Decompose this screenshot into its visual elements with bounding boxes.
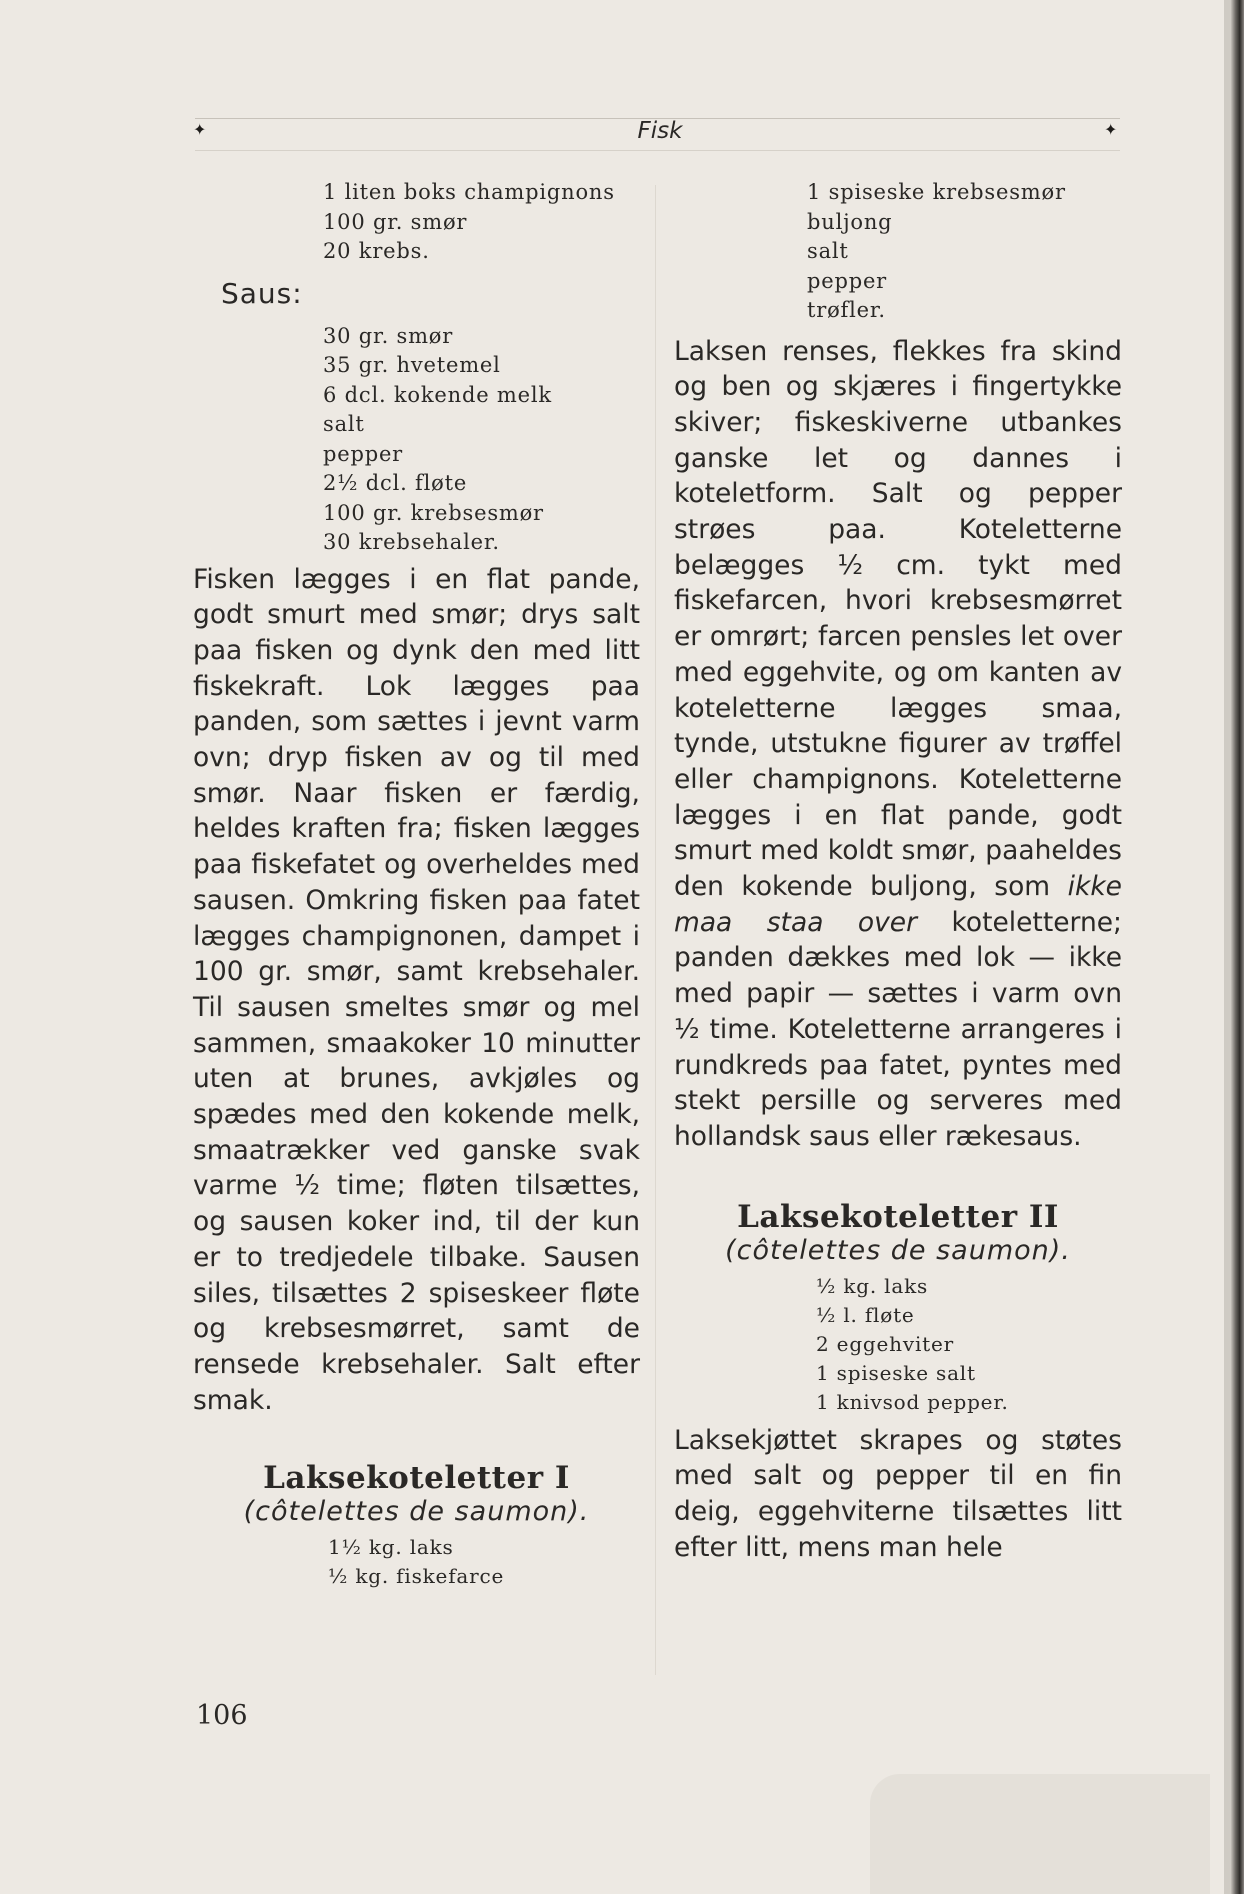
ingredient-item: 6 dcl. kokende melk: [323, 382, 552, 407]
method-paragraph: Fisken lægges i en flat pande, godt smurt med smør; drys salt paa fisken og dynk den med litt fiskekraft. Lok lægges paa panden, som sættes i jevnt varm ovn; dryp fisken av og til med smør. Naar fisken er færdig, heldes kraften fra; fisken lægges paa fiskefatet og overheldes med sausen. Omkring fisken paa fatet lægges champignonen, dampet i 100 gr. smør, samt krebsehaler. Til sausen smeltes smør og mel sammen, smaakoker 10 minutter uten at brunes, avkjøles og spædes med den kokende melk, smaatrækker ved ganske svak varme ½ time; fløten tilsættes, og sausen koker ind, til der kun er to tredjedele tilbake. Sausen siles, tilsættes 2 spiseskeer fløte og krebsesmørret, samt de rensede krebsehaler. Salt efter smak.: [193, 563, 640, 1416]
ingredient-item: 30 krebsehaler.: [323, 530, 500, 554]
ingredient-item: salt: [807, 239, 849, 263]
ingredient-list: [674, 1272, 1122, 1417]
ingredient-item: trøfler.: [807, 298, 886, 322]
recipe-subtitle: (côtelettes de saumon).: [243, 1496, 590, 1528]
page-corner: [870, 1774, 1210, 1894]
method-emphasis: ikke maa staa over: [674, 871, 1122, 938]
ingredient-list: [193, 1533, 640, 1591]
ingredient-item: pepper: [323, 441, 404, 466]
ingredient-list-top: [674, 178, 1122, 326]
recipe-subtitle: (côtelettes de saumon).: [725, 1234, 1071, 1266]
ingredient-item: 30 gr. smør: [323, 323, 454, 348]
ingredient-item: pepper: [807, 268, 888, 293]
ingredient-item: 100 gr. smør: [323, 209, 468, 234]
method-text-part2: koteletterne; panden dækkes med lok — ikke med papir — sættes i varm ovn ½ time. Koteletterne arrangeres i rundkreds paa fatet, pyntes med stekt persille og serveres med hollandsk saus eller rækesaus.: [674, 906, 1122, 1152]
column-divider: [655, 185, 656, 1675]
ingredient-item: 1½ kg. laks: [328, 1535, 454, 1560]
running-header-title: Fisk: [637, 118, 683, 144]
method-paragraph: [674, 334, 1122, 1155]
ingredient-item: buljong: [807, 209, 893, 234]
recipe-title: Laksekoteletter I: [263, 1460, 570, 1497]
method-paragraph: Laksekjøttet skrapes og støtes med salt og pepper til en fin deig, eggehviterne tilsættes litt efter litt, mens man hele: [674, 1424, 1122, 1563]
ingredient-list-top: [193, 178, 640, 267]
book-spine: [1230, 0, 1244, 1894]
ingredient-item: 2½ dcl. fløte: [323, 471, 468, 495]
recipe-title: Laksekoteletter II: [737, 1198, 1059, 1235]
left-column: [193, 178, 640, 1591]
ingredient-item: 20 krebs.: [323, 239, 430, 263]
header-rule-lower: [195, 150, 1120, 151]
ornament-right-icon: ✦: [1104, 120, 1118, 139]
ingredient-item: 100 gr. krebsesmør: [323, 500, 544, 525]
ingredient-item: 1 spiseske krebsesmør: [807, 180, 1066, 204]
ingredient-item: salt: [323, 412, 365, 436]
ingredient-item: 1 liten boks champignons: [323, 180, 615, 204]
ingredient-list-saus: [193, 322, 640, 558]
ingredient-item: 1 spiseske salt: [816, 1360, 976, 1385]
ingredient-item: 1 knivsod pepper.: [816, 1389, 1009, 1414]
page-number: 106: [196, 1700, 248, 1731]
ingredient-item: ½ kg. laks: [816, 1273, 929, 1298]
ingredient-item: 35 gr. hvetemel: [323, 353, 501, 377]
method-text-part1: Laksen renses, flekkes fra skind og ben og skjæres i fingertykke skiver; fiskeskiverne utbankes ganske let og dannes i koteletform. Salt og pepper strøes paa. Koteletterne belægges ½ cm. tykt med fiskefarcen, hvori krebsesmørret er omrørt; farcen pensles let over med eggehvite, og om kanten av koteletterne lægges smaa, tynde, utstukne figurer av trøffel eller champignons. Koteletterne lægges i en flat pande, godt smurt med koldt smør, paaheldes den kokende buljong, som: [674, 335, 1122, 903]
ingredient-item: 2 eggehviter: [816, 1331, 954, 1356]
ornament-left-icon: ✦: [193, 120, 207, 139]
right-column: [674, 178, 1122, 1565]
ingredient-item: ½ l. fløte: [816, 1302, 915, 1327]
saus-label: Saus:: [221, 276, 303, 310]
ingredient-item: ½ kg. fiskefarce: [328, 1564, 505, 1589]
